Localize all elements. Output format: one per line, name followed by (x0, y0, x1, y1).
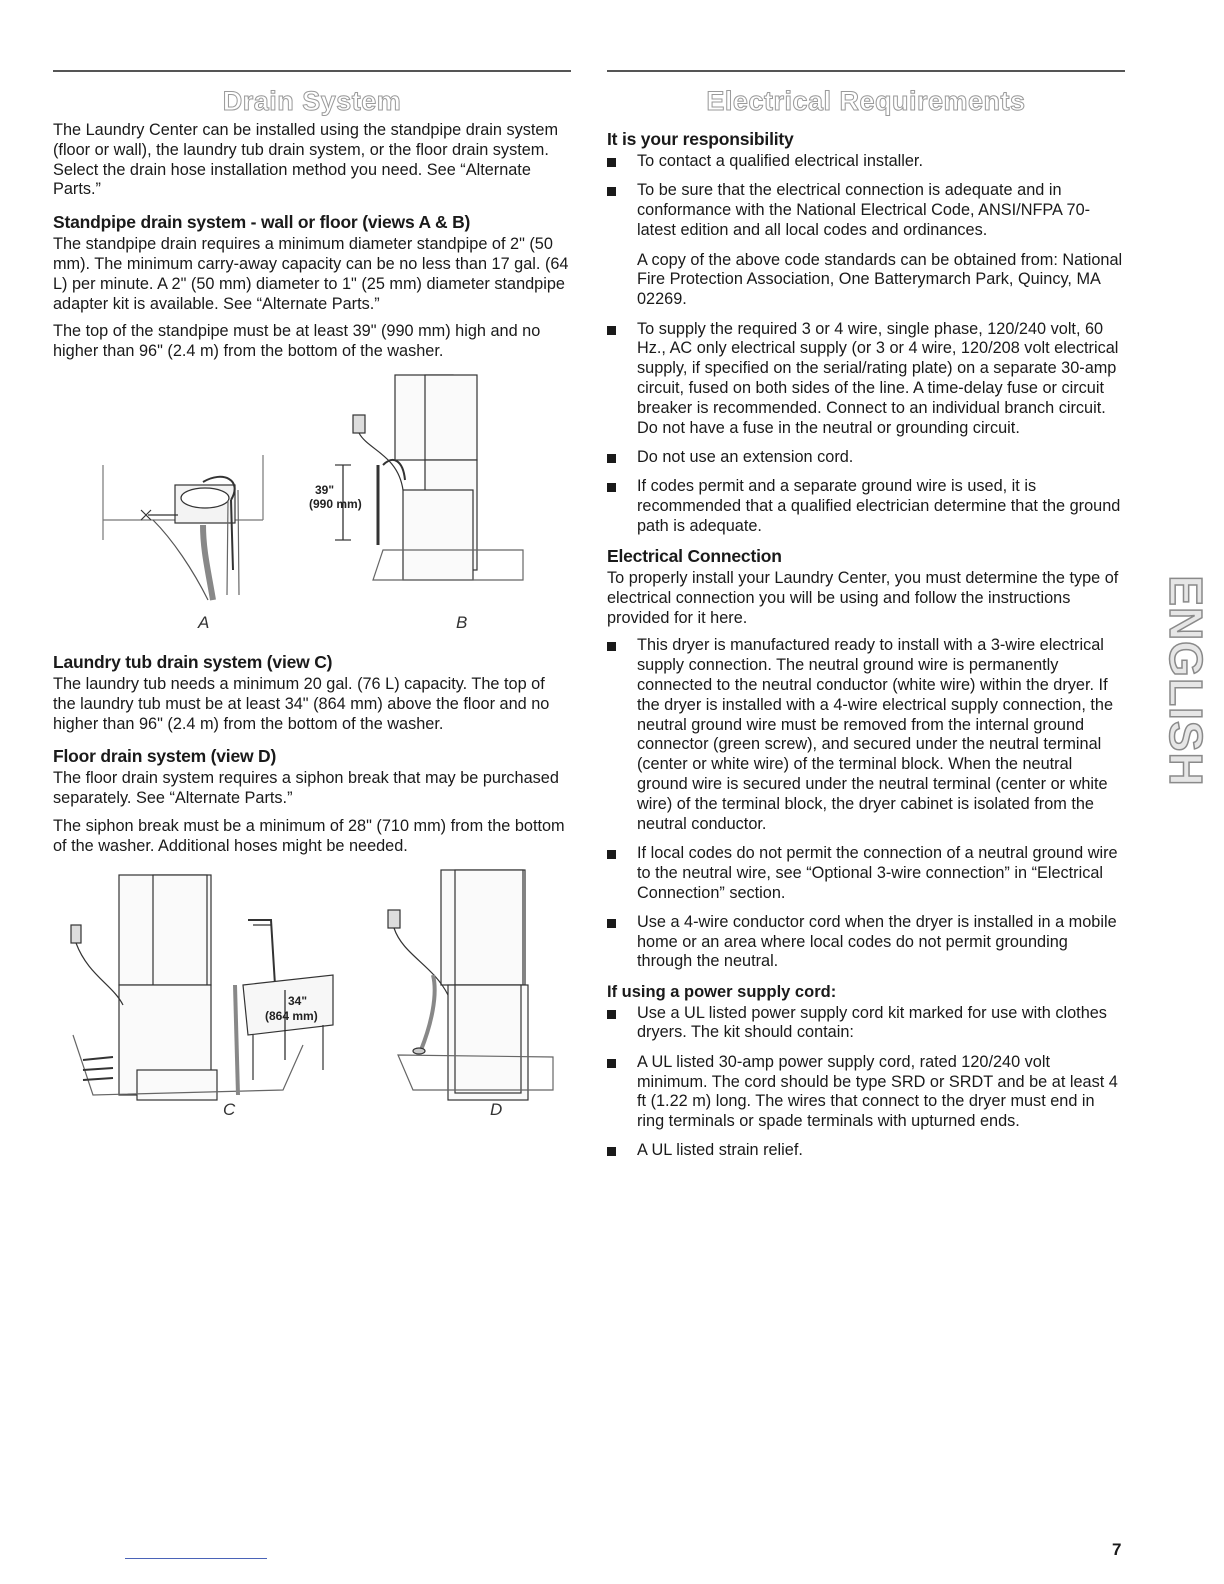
electrical-requirements-title: Electrical Requirements (706, 86, 1026, 116)
dimension-39-in: 39" (315, 482, 335, 497)
figure-views-c-d (53, 865, 571, 1130)
drain-system-column (53, 70, 571, 1130)
floor-drain-p2: The siphon break must be a minimum of 28" (710 mm) from the bottom of the washer. Additional hoses might be needed. (53, 816, 565, 855)
view-c-label: C (223, 1099, 236, 1119)
view-d-label: D (490, 1099, 503, 1119)
electrical-connection-list (607, 636, 1125, 972)
bullet-icon (607, 326, 616, 335)
bullet-icon (607, 1147, 616, 1156)
footer-line (125, 1558, 267, 1559)
view-b-illustration (335, 375, 523, 580)
bullet-icon (607, 187, 616, 196)
list-item: To contact a qualified electrical installer. (607, 152, 1125, 172)
bullet-icon (607, 1059, 616, 1068)
standpipe-heading: Standpipe drain system - wall or floor (views A & B) (53, 212, 471, 233)
drain-system-title: Drain System (222, 86, 402, 116)
bullet-icon (607, 1010, 616, 1019)
view-c-illustration (71, 875, 333, 1100)
power-cord-heading: If using a power supply cord: (607, 982, 837, 1001)
responsibility-list (607, 152, 1125, 537)
electrical-connection-heading: Electrical Connection (607, 546, 782, 567)
list-item: If codes permit and a separate ground wire is used, it is recommended that a qualified electrician determine that the ground path is adequate. (607, 477, 1125, 536)
list-item: This dryer is manufactured ready to install with a 3-wire electrical supply connection. The neutral ground wire is permanently connected to the neutral conductor (white wire) within the dryer. If the dryer is installed with a 4-wire electrical supply connection, the neutral ground wire must be removed from the internal ground connector (green screw), and secured under the neutral terminal (center or white wire) of the terminal block. When the neutral ground wire is secured under the neutral terminal (center or white wire) of the terminal block, the dryer cabinet is isolated from the neutral conductor. (607, 636, 1125, 834)
dimension-34-in: 34" (288, 993, 308, 1008)
nfpa-address-note: A copy of the above code standards can be obtained from: National Fire Protection Association, One Batterymarch Park, Quincy, MA 02269. (637, 250, 1123, 309)
standpipe-p2: The top of the standpipe must be at least 39" (990 mm) high and no higher than 96" (2.4 m) from the bottom of the washer. (53, 322, 541, 361)
list-item: Do not use an extension cord. (607, 448, 1125, 468)
bullet-icon (607, 483, 616, 492)
list-item: To be sure that the electrical connection is adequate and in conformance with the National Electrical Code, ANSI/NFPA 70-latest edition and all local codes and ordinances. A copy of the above code standards can be obtained from: National Fire Protection Association, One Batterymarch Park, Quincy, MA 02269. (607, 181, 1125, 310)
drain-intro: The Laundry Center can be installed using the standpipe drain system (floor or wall), the laundry tub drain system, or the floor drain system. Select the drain hose installation method you need. See “Alternate Parts.” (53, 121, 559, 199)
floor-drain-p1: The floor drain system requires a siphon break that may be purchased separately. See “Alternate Parts.” (53, 769, 559, 808)
view-a-illustration (103, 455, 263, 600)
bullet-icon (607, 454, 616, 463)
list-item: Use a UL listed power supply cord kit marked for use with clothes dryers. The kit should contain: (607, 1004, 1125, 1044)
page-number: 7 (1112, 1540, 1122, 1559)
list-item: Use a 4-wire conductor cord when the dryer is installed in a mobile home or an area where local codes do not permit grounding through the neutral. (607, 913, 1125, 972)
bullet-icon (607, 158, 616, 167)
section-rule (53, 70, 571, 72)
section-rule (607, 70, 1125, 72)
list-item: If local codes do not permit the connection of a neutral ground wire to the neutral wire, see “Optional 3-wire connection” in “Electrical Connection” section. (607, 844, 1125, 903)
view-a-label: A (198, 612, 210, 632)
dimension-864-mm: (864 mm) (265, 1008, 318, 1023)
list-item: To supply the required 3 or 4 wire, single phase, 120/240 volt, 60 Hz., AC only electrical supply (or 3 or 4 wire, 120/208 volt electrical supply, if specified on the serial/rating plate) on a separate 30-amp circuit, fused on both sides of the line. A time-delay fuse or circuit breaker is recommended. Connect to an individual branch circuit. Do not have a fuse in the neutral or grounding circuit. (607, 320, 1125, 439)
electrical-requirements-column (607, 70, 1125, 1171)
responsibility-heading: It is your responsibility (607, 129, 794, 149)
electrical-connection-intro: To properly install your Laundry Center, you must determine the type of electrical connection you will be using and follow the instructions provided for it here. (607, 569, 1119, 627)
laundry-tub-p1: The laundry tub needs a minimum 20 gal. (76 L) capacity. The top of the laundry tub must be at least 34" (864 mm) above the floor and no higher than 96" (2.4 m) from the bottom of the washer. (53, 674, 550, 733)
bullet-icon (607, 642, 616, 651)
standpipe-p1: The standpipe drain requires a minimum diameter standpipe of 2" (50 mm). The minimum carry-away capacity can be no less than 17 gal. (64 L) per minute. A 2" (50 mm) diameter to 1" (25 mm) diameter standpipe adapter kit is available. See “Alternate Parts.” (53, 235, 569, 313)
bullet-icon (607, 919, 616, 928)
language-label-english: ENGLISH (1159, 575, 1212, 787)
list-item: A UL listed 30-amp power supply cord, rated 120/240 volt minimum. The cord should be type SRD or SRDT and be at least 4 ft (1.22 m) long. The wires that connect to the dryer must end in ring terminals or spade terminals with upturned ends. (607, 1053, 1125, 1132)
figure-views-a-b (53, 370, 571, 640)
language-side-tab (1152, 566, 1212, 796)
power-cord-list (607, 1004, 1125, 1162)
bullet-icon (607, 850, 616, 859)
view-d-illustration (388, 870, 553, 1100)
laundry-tub-heading: Laundry tub drain system (view C) (53, 651, 333, 672)
list-item: A UL listed strain relief. (607, 1141, 1125, 1161)
floor-drain-heading: Floor drain system (view D) (53, 746, 277, 767)
view-b-label: B (456, 612, 468, 632)
dimension-990-mm: (990 mm) (309, 496, 362, 511)
